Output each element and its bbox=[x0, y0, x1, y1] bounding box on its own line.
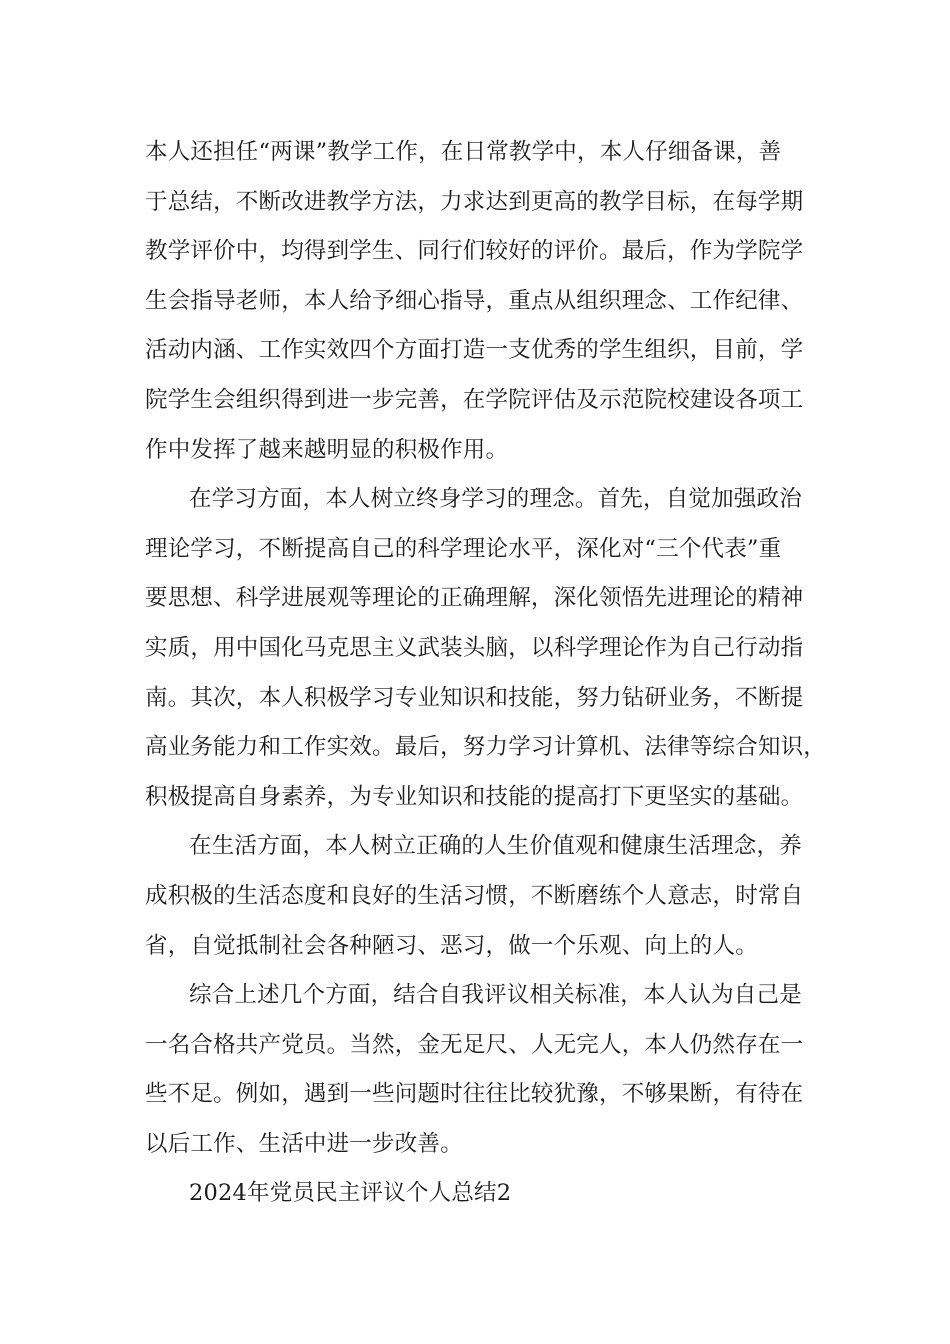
text-line: 积极提高自身素养，为专业知识和技能的提高打下更坚实的基础。 bbox=[145, 783, 804, 810]
document-body bbox=[145, 128, 827, 1219]
text-line: 生会指导老师，本人给予细心指导，重点从组织理念、工作纪律、 bbox=[145, 287, 804, 314]
text-line: 在生活方面，本人树立正确的人生价值观和健康生活理念，养 bbox=[189, 833, 802, 860]
text-line: 高业务能力和工作实效。最后，努力学习计算机、法律等综合知识， bbox=[145, 734, 827, 761]
text-line: 于总结，不断改进教学方法，力求达到更高的教学目标，在每学期 bbox=[145, 188, 804, 215]
text-line: 教学评价中，均得到学生、同行们较好的评价。最后，作为学院学 bbox=[145, 238, 804, 265]
text-line: 一名合格共产党员。当然，金无足尺、人无完人，本人仍然存在一 bbox=[145, 1031, 804, 1058]
text-line: 本人还担任“两课”教学工作，在日常教学中，本人仔细备课，善 bbox=[145, 139, 782, 165]
text-line: 2024年党员民主评议个人总结2 bbox=[189, 1180, 512, 1207]
text-line: 院学生会组织得到进一步完善，在学院评估及示范院校建设各项工 bbox=[145, 386, 804, 413]
text-line: 活动内涵、工作实效四个方面打造一支优秀的学生组织，目前，学 bbox=[145, 337, 804, 364]
text-line: 省，自觉抵制社会各种陋习、恶习，做一个乐观、向上的人。 bbox=[145, 932, 758, 959]
text-line: 南。其次，本人积极学习专业知识和技能，努力钻研业务，不断提 bbox=[145, 684, 804, 711]
text-line: 要思想、科学进展观等理论的正确理解，深化领悟先进理论的精神 bbox=[145, 585, 804, 612]
text-line: 成积极的生活态度和良好的生活习惯，不断磨练个人意志，时常自 bbox=[145, 882, 804, 909]
text-line: 理论学习，不断提高自己的科学理论水平，深化对“三个代表”重 bbox=[145, 535, 782, 562]
text-line: 综合上述几个方面，结合自我评议相关标准，本人认为自己是 bbox=[189, 982, 802, 1009]
text-line: 在学习方面，本人树立终身学习的理念。首先，自觉加强政治 bbox=[189, 486, 802, 513]
text-line: 以后工作、生活中进一步改善。 bbox=[145, 1130, 463, 1157]
text-line: 些不足。例如，遇到一些问题时往往比较犹豫，不够果断，有待在 bbox=[145, 1081, 804, 1108]
text-line: 作中发挥了越来越明显的积极作用。 bbox=[145, 436, 509, 463]
text-line: 实质，用中国化马克思主义武装头脑，以科学理论作为自己行动指 bbox=[145, 634, 804, 661]
